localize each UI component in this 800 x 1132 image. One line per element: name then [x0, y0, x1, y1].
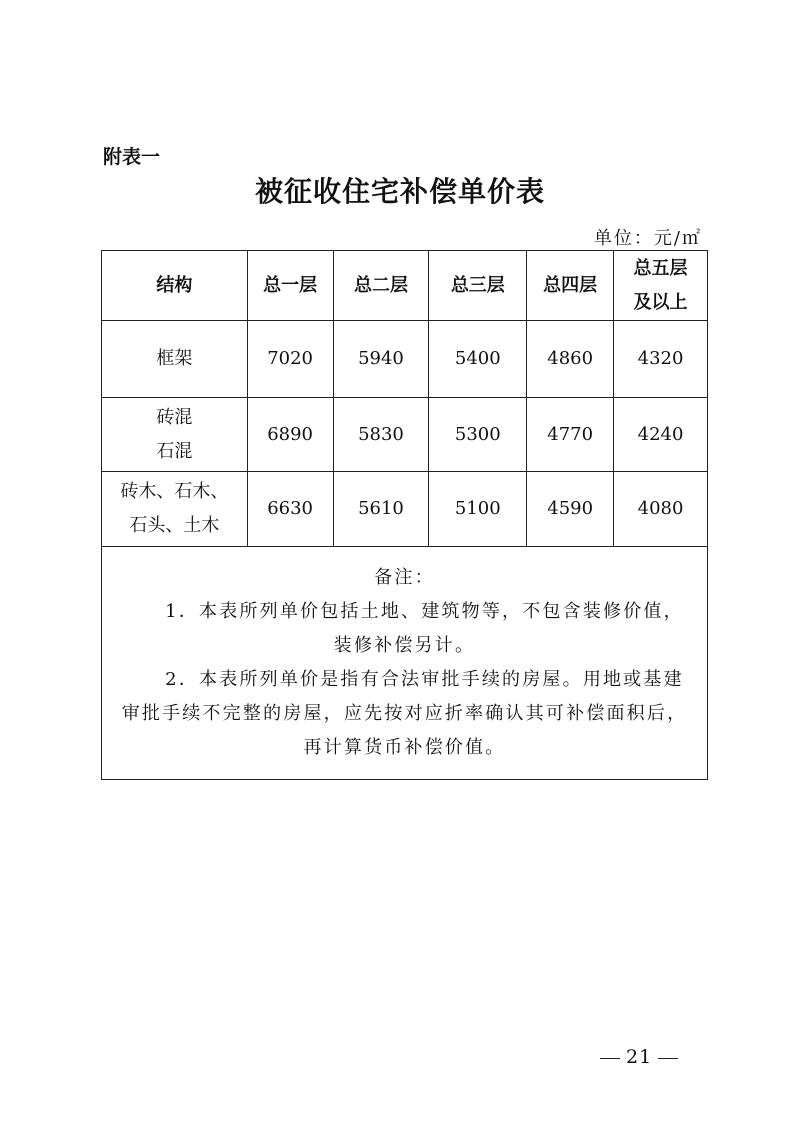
note-line: 1．本表所列单价包括土地、建筑物等，不包含装修价值，: [165, 601, 684, 622]
structure-label: 石头、土木: [129, 515, 220, 536]
structure-cell: [102, 321, 248, 398]
table-row: [102, 472, 708, 547]
price-cell: 4860: [527, 321, 614, 398]
compensation-table: [101, 250, 708, 780]
page-number: 21: [626, 1046, 653, 1068]
header-floor-5-plus: [614, 251, 708, 321]
price-cell: 7020: [247, 321, 333, 398]
price-cell: 5940: [333, 321, 429, 398]
structure-cell: [102, 472, 248, 547]
structure-label: 框架: [156, 348, 193, 369]
price-cell: 4080: [614, 472, 708, 547]
table-row: [102, 321, 708, 398]
page-footer: [594, 1046, 684, 1068]
unit-label: 单位：元/㎡: [593, 228, 702, 249]
page-title: 被征收住宅补偿单价表: [254, 175, 545, 208]
structure-label: 砖木、石木、: [120, 481, 229, 502]
price-cell: 6890: [247, 398, 333, 472]
note-line: 2．本表所列单价是指有合法审批手续的房屋。用地或基建: [165, 669, 684, 690]
note-line: 审批手续不完整的房屋，应先按对应折率确认其可补偿面积后，: [121, 703, 688, 724]
dash-right: [658, 1058, 678, 1059]
table-row: [102, 398, 708, 472]
notes-heading: 备注：: [374, 567, 435, 588]
header-floor-5-line2: 及以上: [633, 291, 688, 313]
price-cell: 5830: [333, 398, 429, 472]
price-cell: 5610: [333, 472, 429, 547]
structure-label: 石混: [156, 440, 193, 462]
price-cell: 4590: [527, 472, 614, 547]
price-cell: 5400: [429, 321, 527, 398]
table-header-row: [102, 251, 708, 321]
notes-cell: [102, 547, 708, 780]
header-floor-1: 总一层: [247, 251, 333, 321]
price-cell: 5100: [429, 472, 527, 547]
note-line: 装修补偿另计。: [333, 635, 476, 656]
price-cell: 4770: [527, 398, 614, 472]
header-floor-2: 总二层: [333, 251, 429, 321]
price-cell: 5300: [429, 398, 527, 472]
notes-row: [102, 547, 708, 780]
header-floor-3: 总三层: [429, 251, 527, 321]
appendix-label: 附表一: [103, 146, 161, 168]
header-floor-5-line1: 总五层: [633, 257, 688, 279]
price-cell: 6630: [247, 472, 333, 547]
header-structure: 结构: [102, 251, 248, 321]
price-cell: 4320: [614, 321, 708, 398]
price-cell: 4240: [614, 398, 708, 472]
dash-left: [600, 1058, 620, 1059]
structure-label: 砖混: [156, 406, 193, 428]
header-floor-4: 总四层: [527, 251, 614, 321]
note-line: 再计算货币补偿价值。: [303, 737, 506, 758]
structure-cell: [102, 398, 248, 472]
